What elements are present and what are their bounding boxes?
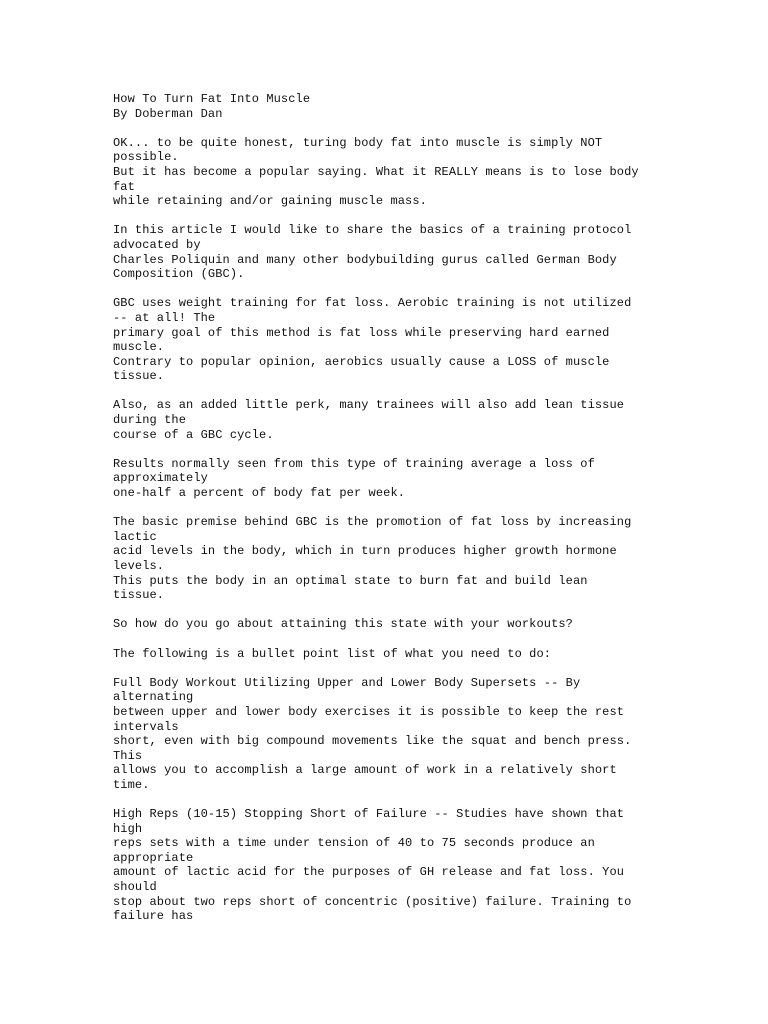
text-line xyxy=(113,632,713,647)
text-line: while retaining and/or gaining muscle mass. xyxy=(113,194,427,209)
text-line: So how do you go about attaining this state with your workouts? xyxy=(113,617,573,632)
text-line: allows you to accomplish a large amount of work in a relatively short xyxy=(113,763,617,778)
text-line: High Reps (10-15) Stopping Short of Failure -- Studies have shown that xyxy=(113,807,625,822)
document-page xyxy=(113,92,713,924)
text-line: alternating xyxy=(113,690,194,705)
text-line: approximately xyxy=(113,471,208,486)
text-line: The following is a bullet point list of what you need to do: xyxy=(113,646,552,661)
text-line: OK... to be quite honest, turing body fat into muscle is simply NOT xyxy=(113,135,603,150)
text-line: course of a GBC cycle. xyxy=(113,427,274,442)
text-line xyxy=(113,501,713,516)
text-line: Also, as an added little perk, many trainees will also add lean tissue xyxy=(113,398,625,413)
text-line: Contrary to popular opinion, aerobics usually cause a LOSS of muscle xyxy=(113,354,610,369)
text-line: -- at all! The xyxy=(113,310,216,325)
text-line: should xyxy=(113,880,157,895)
text-line xyxy=(113,282,713,297)
text-line xyxy=(113,384,713,399)
text-line: one-half a percent of body fat per week. xyxy=(113,486,406,501)
text-line: short, even with big compound movements like the squat and bench press. xyxy=(113,734,632,749)
text-line xyxy=(113,603,713,618)
text-line: But it has become a popular saying. What it REALLY means is to lose body xyxy=(113,164,639,179)
text-line: This puts the body in an optimal state to burn fat and build lean xyxy=(113,573,588,588)
text-line: amount of lactic acid for the purposes of GH release and fat loss. You xyxy=(113,865,625,880)
text-line: Charles Poliquin and many other bodybuilding gurus called German Body xyxy=(113,252,617,267)
text-line xyxy=(113,121,713,136)
text-line: during the xyxy=(113,413,187,428)
text-line: fat xyxy=(113,179,135,194)
text-line: possible. xyxy=(113,150,179,165)
text-line: primary goal of this method is fat loss while preserving hard earned xyxy=(113,325,610,340)
document-title: How To Turn Fat Into Muscle xyxy=(113,92,311,106)
text-line: stop about two reps short of concentric (positive) failure. Training to xyxy=(113,894,632,909)
text-line: reps sets with a time under tension of 40 to 75 seconds produce an xyxy=(113,836,595,851)
document-byline: By Doberman Dan xyxy=(113,106,223,121)
text-line: advocated by xyxy=(113,237,201,252)
text-line: GBC uses weight training for fat loss. Aerobic training is not utilized xyxy=(113,296,632,311)
text-line xyxy=(113,793,713,808)
text-line: tissue. xyxy=(113,588,165,603)
text-line: Results normally seen from this type of training average a loss of xyxy=(113,456,595,471)
text-line xyxy=(113,661,713,676)
text-line: high xyxy=(113,821,143,836)
text-line: muscle. xyxy=(113,340,165,355)
text-line: levels. xyxy=(113,559,165,573)
text-line: tissue. xyxy=(113,369,165,384)
text-line: appropriate xyxy=(113,850,194,865)
text-line: between upper and lower body exercises it is possible to keep the rest xyxy=(113,704,625,719)
text-line xyxy=(113,442,713,457)
text-line: This xyxy=(113,748,143,763)
text-line: acid levels in the body, which in turn produces higher growth hormone xyxy=(113,544,617,559)
text-line: failure has xyxy=(113,909,194,924)
text-line: Composition (GBC). xyxy=(113,267,245,282)
text-line: The basic premise behind GBC is the promotion of fat loss by increasing xyxy=(113,515,632,530)
text-line xyxy=(113,209,713,224)
text-line: time. xyxy=(113,777,150,792)
text-line: Full Body Workout Utilizing Upper and Lower Body Supersets -- By xyxy=(113,675,581,690)
text-line: lactic xyxy=(113,529,157,544)
text-line: In this article I would like to share the basics of a training protocol xyxy=(113,223,632,238)
text-line: intervals xyxy=(113,719,179,734)
